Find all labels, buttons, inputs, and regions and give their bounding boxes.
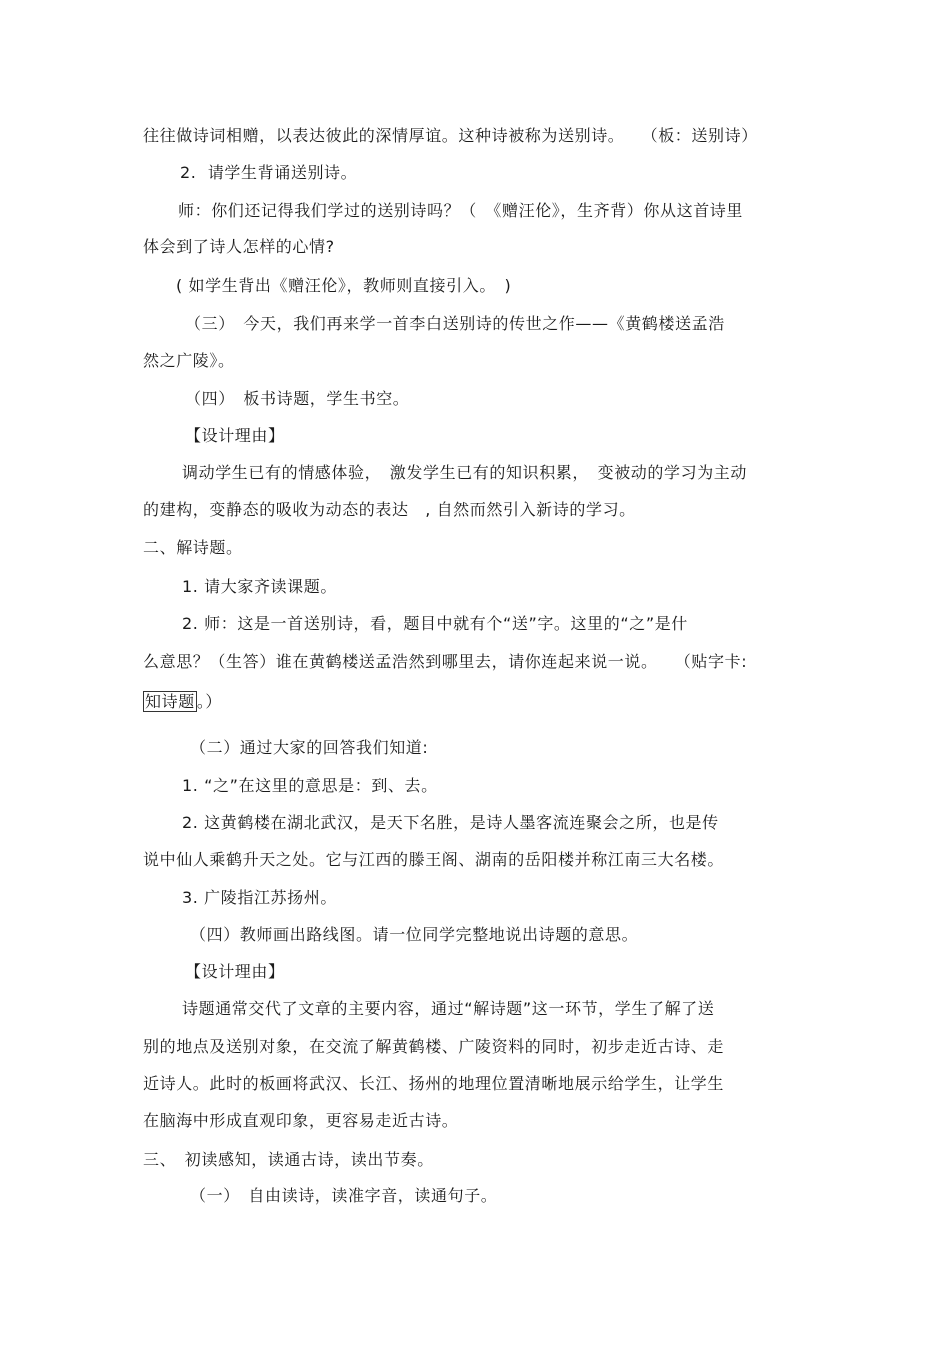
text-line: 别的地点及送别对象，在交流了解黄鹤楼、广陵资料的同时，初步走近古诗、走 <box>143 1037 725 1056</box>
text-line: 3. 广陵指江苏扬州。 <box>182 888 337 907</box>
section-heading: 三、 初读感知，读通古诗，读出节奏。 <box>143 1150 434 1169</box>
text-line: 1. 请大家齐读课题。 <box>182 577 337 596</box>
text-line: 体会到了诗人怎样的心情? <box>143 237 335 256</box>
section-heading: 【设计理由】 <box>185 962 285 981</box>
text-line: 么意思？（生答）谁在黄鹤楼送孟浩然到哪里去，请你连起来说一说。 （贴字卡: <box>143 652 748 671</box>
text-line: 的建构，变静态的吸收为动态的表达 , 自然而然引入新诗的学习。 <box>143 500 636 519</box>
text-line: 在脑海中形成直观印象，更容易走近古诗。 <box>143 1111 459 1130</box>
word-card: 知诗题 <box>145 692 195 711</box>
text-line: （三） 今天，我们再来学一首李白送别诗的传世之作——《黄鹤楼送孟浩 <box>185 314 725 333</box>
text-line: （一） 自由读诗，读准字音，读通句子。 <box>190 1186 498 1205</box>
section-heading: 【设计理由】 <box>185 426 285 445</box>
text-line <box>143 692 222 712</box>
text-line: 2. 请学生背诵送别诗。 <box>180 163 358 182</box>
text-fragment: 。） <box>196 692 223 711</box>
text-line: 调动学生已有的情感体验， 激发学生已有的知识积累， 变被动的学习为主动 <box>182 463 748 482</box>
text-line: ( 如学生背出《赠汪伦》，教师则直接引入。 ) <box>176 276 512 295</box>
text-line: （四）教师画出路线图。请一位同学完整地说出诗题的意思。 <box>190 925 639 944</box>
text-line: 师：你们还记得我们学过的送别诗吗？（ 《赠汪伦》，生齐背）你从这首诗里 <box>178 201 744 220</box>
text-line: 然之广陵》。 <box>143 351 235 370</box>
text-line: 说中仙人乘鹤升天之处。它与江西的滕王阁、湖南的岳阳楼并称江南三大名楼。 <box>143 850 725 869</box>
text-line: 诗题通常交代了文章的主要内容，通过“解诗题”这一环节，学生了解了送 <box>182 999 715 1018</box>
text-line: 往往做诗词相赠，以表达彼此的深情厚谊。这种诗被称为送别诗。 （板：送别诗） <box>143 126 758 145</box>
section-heading: 二、解诗题。 <box>143 538 243 557</box>
text-line: 1. “之”在这里的意思是：到、去。 <box>182 776 438 795</box>
text-line: 2. 师：这是一首送别诗，看，题目中就有个“送”字。这里的“之”是什 <box>182 614 688 633</box>
text-line: （二）通过大家的回答我们知道: <box>190 738 429 757</box>
text-line: 近诗人。此时的板画将武汉、长江、扬州的地理位置清晰地展示给学生，让学生 <box>143 1074 725 1093</box>
text-line: （四） 板书诗题，学生书空。 <box>185 389 410 408</box>
text-line: 2. 这黄鹤楼在湖北武汉，是天下名胜，是诗人墨客流连聚会之所，也是传 <box>182 813 719 832</box>
